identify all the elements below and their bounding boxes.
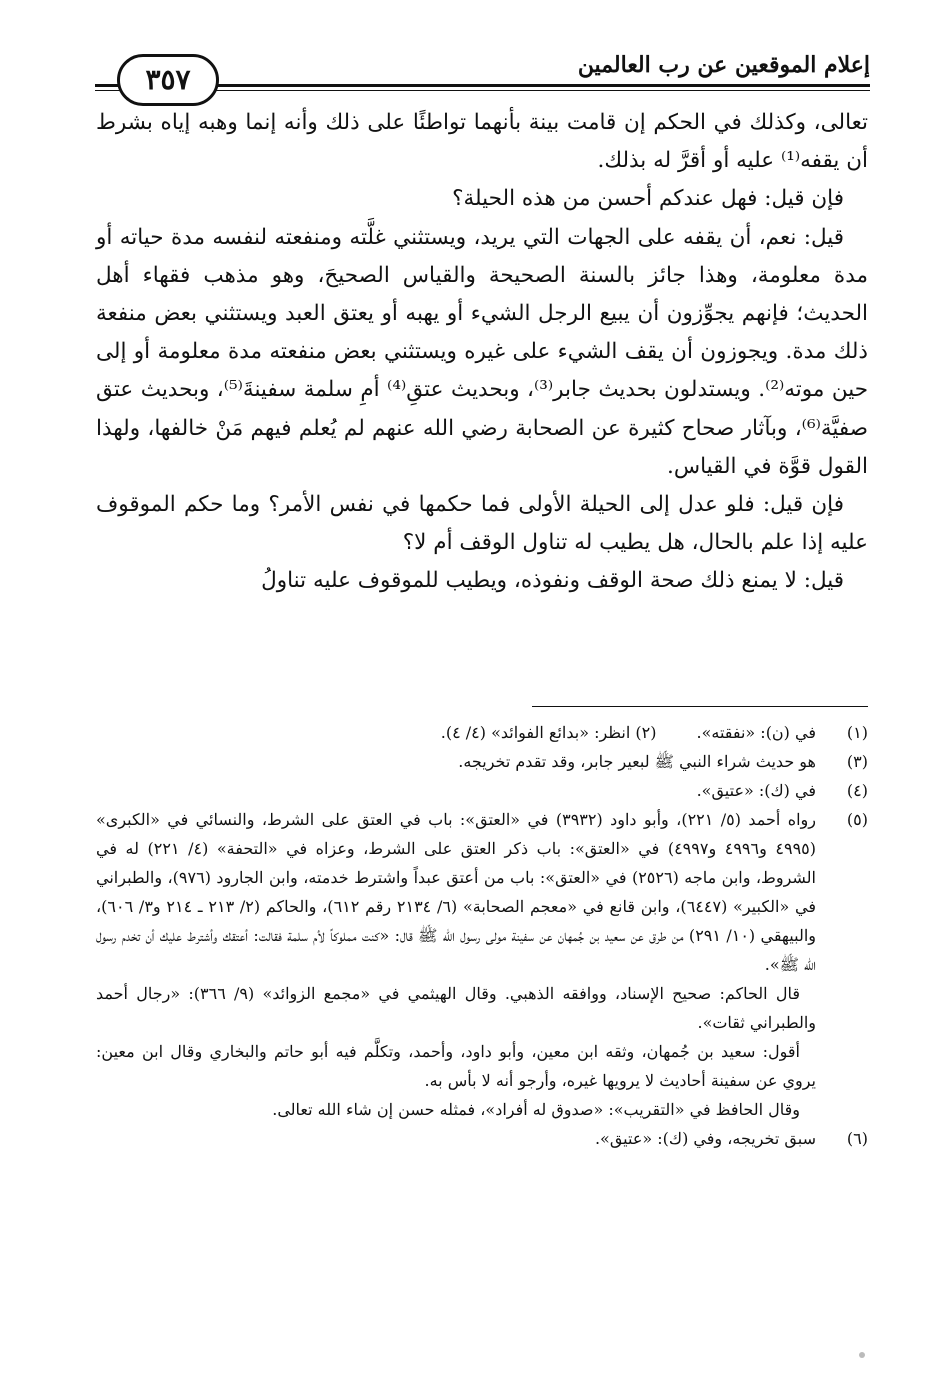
paragraph: قيل: لا يمنع ذلك صحة الوقف ونفوذه، ويطيب للموقوف عليه تناولُ bbox=[261, 568, 844, 594]
footnote-text: انظر: «بدائع الفوائد» (٤/ ٤). bbox=[440, 723, 631, 742]
footnote-note: أقول: سعيد بن جُمهان، وثقه ابن معين، وأبو داود، وأحمد، وتكلَّم فيه أبو حاتم والبخاري وقال ابن معين: يروي عن سفينة أحاديث لا يرويها غيره، وأرجو أنه لا بأس به. bbox=[96, 1042, 816, 1090]
footnote-number: (٢) bbox=[635, 723, 657, 742]
paragraph: فإن قيل: فلو عدل إلى الحيلة الأولى فما حكمها في نفس الأمر؟ وما حكم الموقوف عليه إذا علم بالحال، هل يطيب له تناول الوقف أم لا؟ bbox=[96, 492, 868, 556]
footnote-text: في (ك): «عتيق». bbox=[696, 781, 816, 800]
paragraph: تعالى، وكذلك في الحكم إن قامت بينة بأنهما تواطئًا على ذلك وأنه إنما وهبه إياه بشرط أن يقفه⁽¹⁾ عليه أو أقرَّ له بذلك. bbox=[96, 110, 868, 174]
page-header bbox=[95, 44, 870, 104]
footnote-note: وقال الحافظ في «التقريب»: «صدوق له أفراد»، فمثله حسن إن شاء الله تعالى. bbox=[272, 1100, 800, 1119]
page-number: ٣٥٧ bbox=[117, 54, 219, 106]
footnote-note: قال الحاكم: صحيح الإسناد، ووافقه الذهبي. وقال الهيثمي في «مجمع الزوائد» (٩/ ٣٦٦): «رجال أحمد والطبراني ثقات». bbox=[96, 984, 816, 1032]
footnote-number: (٥) bbox=[846, 810, 868, 829]
footnote-number: (٣) bbox=[846, 752, 868, 771]
footnote-row bbox=[96, 776, 868, 805]
footnote-row bbox=[96, 1124, 868, 1153]
footnote-row bbox=[96, 747, 868, 776]
main-text bbox=[96, 104, 868, 601]
paragraph: فإن قيل: فهل عندكم أحسن من هذه الحيلة؟ bbox=[452, 186, 844, 212]
footnote-text: رواه أحمد (٥/ ٢٢١)، وأبو داود (٣٩٣٢) في «العتق»: باب في العتق على الشرط، والنسائي في «الكبرى» (٤٩٩٥ و٤٩٩٦ و٤٩٩٧) في «العتق»: باب ذكر العتق على الشرط، وعزاه في «التحفة» (٤/ ٢٢١) له في الشروط، وابن ماجه (٢٥٢٦) في «العتق»: باب من أعتق عبداً واشترط خدمته، وابن الجارود (٩٧٦)، والطبراني في «الكبير» (٦٤٤٧)، وابن قانع في «معجم الصحابة» (٦/ ٢١٣٤ رقم ٦١٢)، والحاكم (٢/ ٢١٣ ـ ٢١٤ و٣/ ٦٠٦)، والبيهقي (١٠/ ٢٩١) من طرق عن سعيد بن جُمهان عن سفينة مولى رسول الله ﷺ قال: «كنت مملوكاً لأم سلمة فقالت: أعتقك وأشترط عليك أن تخدم رسول الله ﷺ». bbox=[96, 810, 817, 974]
footnotes bbox=[96, 718, 868, 1153]
footnote-text: هو حديث شراء النبي ﷺ لبعير جابر، وقد تقدم تخريجه. bbox=[458, 752, 816, 771]
footnote-text: في (ن): «نفقته». bbox=[696, 723, 816, 742]
footnote-number: (٦) bbox=[846, 1129, 868, 1148]
footnote-number: (١) bbox=[846, 723, 868, 742]
footnote-number: (٤) bbox=[846, 781, 868, 800]
footnote-separator bbox=[532, 706, 868, 707]
paragraph: قيل: نعم، أن يقفه على الجهات التي يريد، ويستثني غلَّته ومنفعته لنفسه مدة حياته أو مدة معلومة، وهذا جائز بالسنة الصحيحة والقياس الصحيحَ، وهو مذهب فقهاء أهل الحديث؛ فإنهم يجوِّزون أن يبيع الرجل الشيء أو يهبه أو يعتق العبد ويستثني بعض منفعة ذلك مدة. ويجوزون أن يقف الشيء على غيره ويستثني بعض منفعته مدة معلومة أو إلى حين موته⁽²⁾. ويستدلون بحديث جابر⁽³⁾، وبحديث عتقِ⁽⁴⁾ أمِ سلمة سفينةَ⁽⁵⁾، وبحديث عتق صفيَّة⁽⁶⁾، وبآثار صحاح كثيرة عن الصحابة رضي الله عنهم لم يُعلم فيهم مَنْ خالفها، ولهذا القول قوَّة في القياس. bbox=[96, 224, 868, 479]
running-title: إعلام الموقعين عن رب العالمين bbox=[577, 52, 870, 78]
scan-mark bbox=[859, 1352, 865, 1358]
footnote-row bbox=[96, 805, 868, 979]
footnote-row bbox=[96, 718, 868, 747]
footnote-text: سبق تخريجه، وفي (ك): «عتيق». bbox=[594, 1129, 816, 1148]
